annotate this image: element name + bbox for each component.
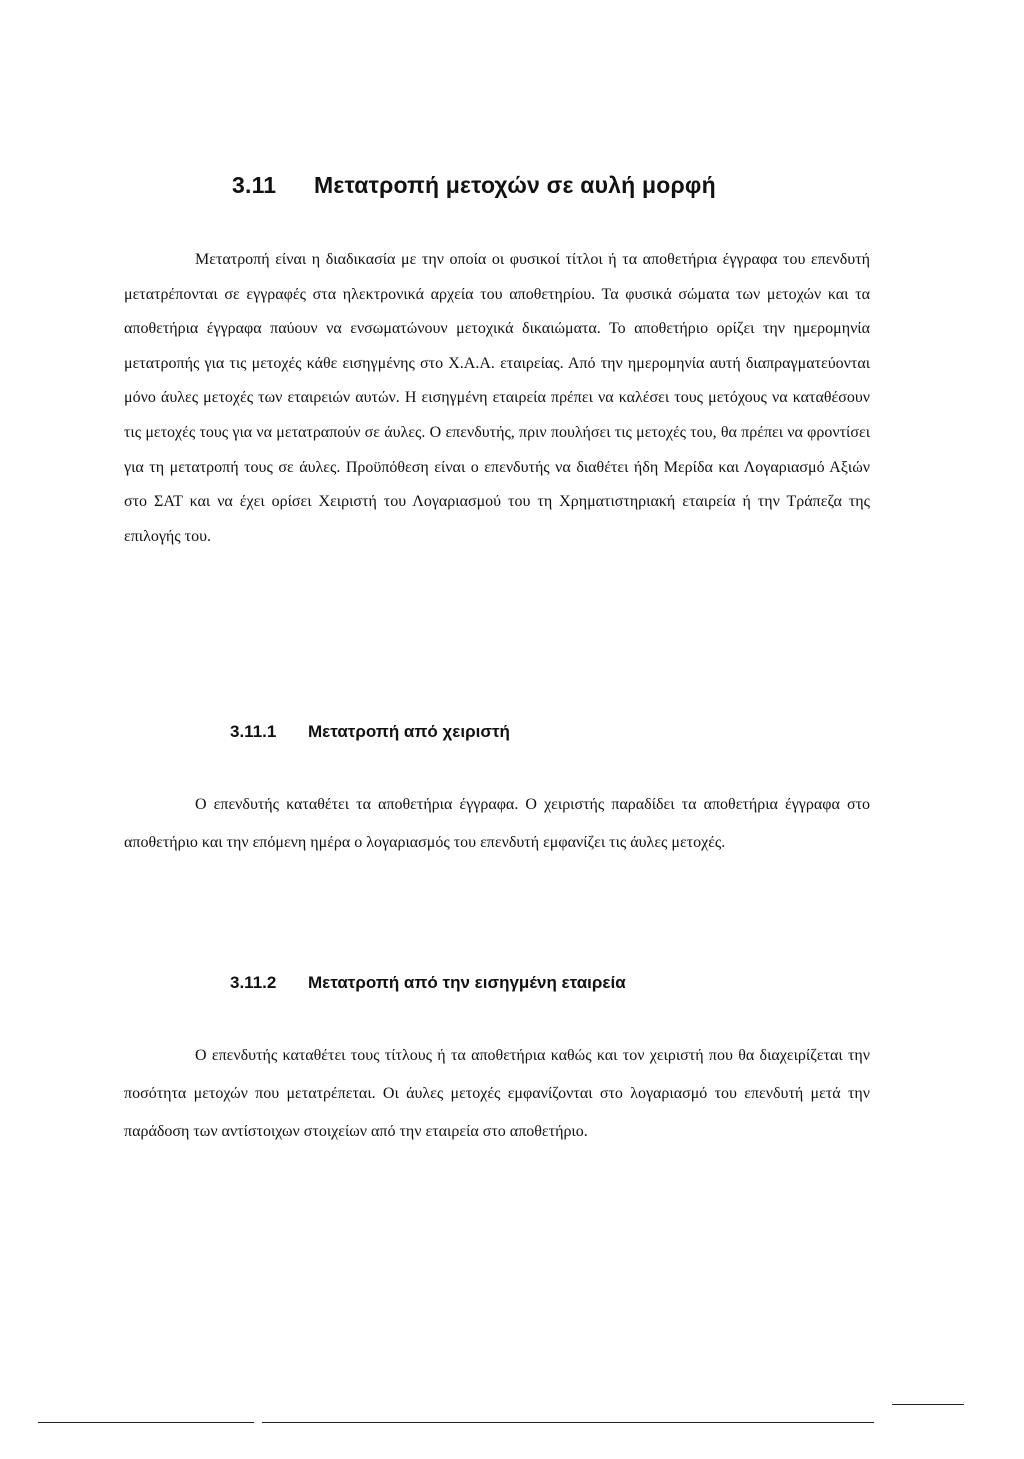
section-heading: [232, 170, 716, 200]
section-paragraph: Μετατροπή είναι η διαδικασία με την οποία οι φυσικοί τίτλοι ή τα αποθετήρια έγγραφα του επενδυτή μετατρέπονται σε εγγραφές στα ηλεκτρονικά αρχεία του αποθετηρίου. Τα φυσικά σώματα των μετοχών και τα αποθετήρια έγγραφα παύουν να ενσωματώνουν μετοχικά δικαιώματα. Το αποθετήριο ορίζει την ημερομηνία μετατροπής για τις μετοχές κάθε εισηγμένης στο Χ.Α.Α. εταιρείας. Από την ημερομηνία αυτή διαπραγματεύονται μόνο άυλες μετοχές των εταιρειών αυτών. Η εισηγμένη εταιρεία πρέπει να καλέσει τους μετόχους να καταθέσουν τις μετοχές τους για να μετατραπούν σε άυλες. Ο επενδυτής, πριν πουλήσει τις μετοχές του, θα πρέπει να φροντίσει για τη μετατροπή τους σε άυλες. Προϋπόθεση είναι ο επενδυτής να διαθέτει ήδη Μερίδα και Λογαριασμό Αξιών στο ΣΑΤ και να έχει ορίσει Χειριστή του Λογαριασμού του τη Χρηματιστηριακή εταιρεία ή την Τράπεζα της επιλογής του.: [124, 251, 870, 545]
subsection-2-title: Μετατροπή από την εισηγμένη εταιρεία: [308, 973, 626, 992]
subsection-2-paragraph: Ο επενδυτής καταθέτει τους τίτλους ή τα αποθετήρια καθώς και τον χειριστή που θα διαχειρίζεται την ποσότητα μετοχών που μετατρέπεται. Οι άυλες μετοχές εμφανίζονται στο λογαριασμό του επενδυτή μετά την παράδοση των αντίστοιχων στοιχείων από την εταιρεία στο αποθετήριο.: [124, 1047, 870, 1140]
footer-rule-middle: [262, 1422, 874, 1423]
subsection-1-paragraph: Ο επενδυτής καταθέτει τα αποθετήρια έγγραφα. Ο χειριστής παραδίδει τα αποθετήρια έγγραφα στο αποθετήριο και την επόμενη ημέρα ο λογαριασμός του επενδυτή εμφανίζει τις άυλες μετοχές.: [124, 796, 870, 851]
subsection-1-title: Μετατροπή από χειριστή: [308, 722, 510, 741]
section-title: Μετατροπή μετοχών σε αυλή μορφή: [314, 172, 716, 198]
section-number: 3.11: [232, 172, 277, 198]
footer-rule-left: [38, 1422, 254, 1423]
subsection-2-number: 3.11.2: [230, 973, 277, 992]
subsection-1-number: 3.11.1: [230, 722, 277, 741]
subsection-1-heading: [230, 721, 510, 743]
footer-rule-right: [892, 1404, 964, 1405]
subsection-2-heading: [230, 972, 626, 994]
